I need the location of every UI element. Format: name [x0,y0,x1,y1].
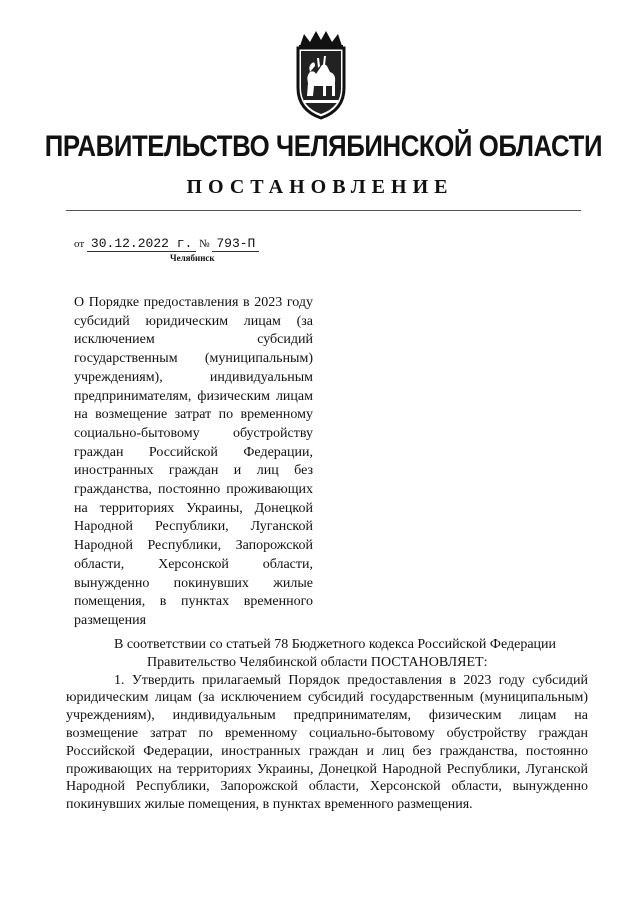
item-1-paragraph: 1. Утвердить прилагаемый Порядок предоставления в 2023 году субсидий юридическим лицам (за исключением субсидий государственным (муниципальным) учреждениям), индивидуальным предпринимателям, физическим лицам на возмещение затрат по временному социально-бытовому обустройству граждан Российской Федерации, иностранных граждан и лиц без гражданства, постоянно проживающих на территориях Украины, Донецкой Народной Республики, Луганской Народной Республики, Запорожской области, Херсонской области, вынужденно покинувших жилые помещения, в пунктах временного размещения. [66,672,588,813]
document-city: Челябинск [170,253,215,263]
document-subject: О Порядке предоставления в 2023 году субсидий юридическим лицам (за исключением субсидий государственным (муниципальным) учреждениям), индивидуальным предпринимателям, физическим лицам на возмещение затрат по временному социально-бытовому обустройству граждан Российской Федерации, иностранных граждан и лиц без гражданства, постоянно проживающих на территориях Украины, Донецкой Народной Республики, Луганской Народной Республики, Запорожской области, Херсонской области, вынужденно покинувших жилые помещения, в пунктах временного размещения [74,295,313,628]
document-date: 30.12.2022 г. [87,236,196,252]
preamble-paragraph: В соответствии со статьей 78 Бюджетного кодекса Российской Федерации [114,637,557,652]
date-prefix: от [74,238,85,250]
coat-of-arms-emblem [290,28,352,120]
resolves-paragraph: Правительство Челябинской области ПОСТАНОВЛЯЕТ: [147,654,488,670]
document-requisites [74,236,259,251]
document-type-heading: ПОСТАНОВЛЕНИЕ [186,176,454,198]
document-body [66,636,588,814]
document-number: 793-П [212,236,259,252]
government-title: ПРАВИТЕЛЬСТВО ЧЕЛЯБИНСКОЙ ОБЛАСТИ [44,130,603,163]
number-sign: № [199,238,210,250]
header-divider [66,210,581,211]
